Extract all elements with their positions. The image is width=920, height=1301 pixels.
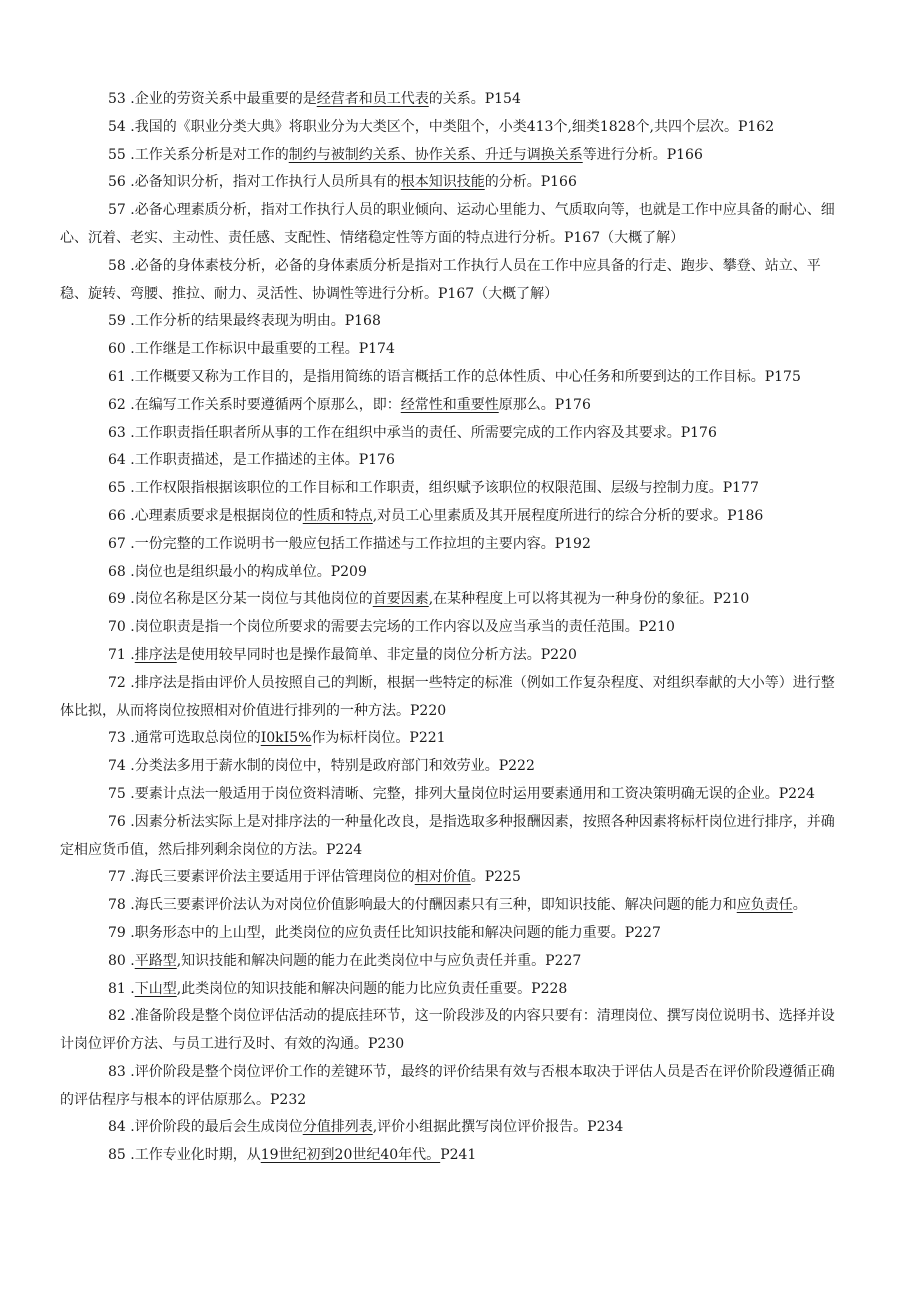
list-item [60,892,840,920]
item-number: 57 [108,202,126,219]
item-text: .因素分析法实际上是对排序法的一种量化改良，是指选取多种报酬因素，按照各种因素将标杆岗位进行排序，并确定相应货币值，然后排列剩余岗位的方法。P224 [60,813,835,858]
item-number: 82 [108,1008,126,1025]
underlined-term: 平路型 [134,952,177,969]
item-number: 85 [108,1147,126,1164]
underlined-term: 性质和特点 [302,507,373,524]
underlined-term: I0kI5% [260,730,312,747]
item-number: 78 [108,897,126,914]
list-item [60,586,840,614]
list-item [60,308,840,336]
item-text: .必备知识分析，指对工作执行人员所具有的 [125,174,401,191]
list-item [60,447,840,475]
item-text: ,此类岗位的知识技能和解决问题的能力比应负责任重要。P228 [176,980,568,997]
item-text: .工作职责描述，是工作描述的主体。P176 [125,452,395,469]
item-number: 72 [108,674,126,691]
item-number: 56 [108,174,126,191]
underlined-term: 根本知识技能 [400,174,485,191]
item-number: 60 [108,341,126,358]
item-text: .通常可选取总岗位的 [125,730,261,747]
item-text: .工作职责指任职者所从事的工作在组织中承当的责任、所需要完成的工作内容及其要求。P176 [125,424,717,441]
item-text: .工作关系分析是对工作的 [125,146,289,163]
list-item [60,614,840,642]
item-text: 是使用较早同时也是操作最简单、非定量的岗位分析方法。P220 [176,646,577,663]
item-text: ,评价小组据此撰写岗位评价报告。P234 [372,1119,624,1136]
item-text: .一份完整的工作说明书一般应包括工作描述与工作拉坦的主要内容。P192 [125,535,591,552]
item-number: 54 [108,118,126,135]
underlined-term: 首要因素 [372,591,429,608]
list-item [60,169,840,197]
underlined-term: 应负责任 [736,897,793,914]
item-text: .心理素质要求是根据岗位的 [125,507,303,524]
item-number: 66 [108,507,126,524]
list-item [60,420,840,448]
list-item [60,948,840,976]
item-number: 59 [108,313,126,330]
underlined-term: 制约与被制约关系、协作关系、升迁与调换关系 [288,146,583,163]
document-body [60,86,840,1170]
list-item [60,1142,840,1170]
list-item [60,86,840,114]
underlined-term: 分值排列表 [302,1119,373,1136]
list-item [60,114,840,142]
underlined-term: 相对价值 [414,869,471,886]
item-number: 79 [108,924,126,941]
item-text: .海氏三要素评价法认为对岗位价值影响最大的付酬因素只有三种，即知识技能、解决问题的能力和 [125,897,737,914]
item-number: 70 [108,619,126,636]
item-text: ,知识技能和解决问题的能力在此类岗位中与应负责任并重。P227 [176,952,582,969]
item-text: .评价阶段的最后会生成岗位 [125,1119,303,1136]
item-text: . [125,980,135,997]
item-number: 81 [108,980,126,997]
list-item [60,531,840,559]
item-number: 77 [108,869,126,886]
item-text: .必备的身体素枝分析，必备的身体素质分析是指对工作执行人员在工作中应具备的行走、跑步、攀登、站立、平稳、旋转、弯腰、推拉、耐力、灵活性、协调性等进行分析。P167（大概了解） [60,257,821,302]
item-text: 原那么。P176 [498,396,591,413]
item-text: P241 [440,1147,477,1164]
list-item [60,670,840,726]
item-number: 69 [108,591,126,608]
item-text: . [125,646,135,663]
item-number: 65 [108,480,126,497]
item-number: 68 [108,563,126,580]
item-text: 的关系。P154 [428,91,521,107]
item-text: .岗位也是组织最小的构成单位。P209 [125,563,367,580]
underlined-term: 排序法 [134,646,177,663]
item-text: .在编写工作关系时要遵循两个原那么，即： [125,396,401,413]
item-text: .排序法是指由评价人员按照自己的判断，根据一些特定的标准（例如工作复杂程度、对组织奉献的大小等）进行整体比拟，从而将岗位按照相对价值进行排列的一种方法。P220 [60,674,835,719]
item-number: 67 [108,535,126,552]
item-text: .必备心理素质分析，指对工作执行人员的职业倾向、运动心里能力、气质取向等，也就是工作中应具备的耐心、细心、沉着、老实、主动性、责任感、支配性、情绪稳定性等方面的特点进行分析。P167（大概了解） [60,202,835,246]
list-item [60,253,840,309]
item-text: .工作继是工作标识中最重要的工程。P174 [125,341,395,358]
item-number: 63 [108,424,126,441]
underlined-term: 下山型 [134,980,177,997]
item-text: . [125,952,135,969]
underlined-term: 经常性和重要性 [400,396,499,413]
list-item [60,976,840,1004]
item-number: 75 [108,785,126,802]
item-text: .企业的劳资关系中最重要的是 [125,91,317,107]
item-number: 84 [108,1119,126,1136]
item-number: 80 [108,952,126,969]
item-text: .评价阶段是整个岗位评价工作的差键环节，最终的评价结果有效与否根本取决于评估人员是否在评价阶段遵循正确的评估程序与根本的评估原那么。P232 [60,1063,835,1108]
list-item [60,753,840,781]
list-item [60,503,840,531]
item-text: 等进行分析。P166 [582,146,703,163]
item-text: .要素计点法一般适用于岗位资料清晰、完整，排列大量岗位时运用要素通用和工资决策明确无误的企业。P224 [125,785,815,802]
item-number: 58 [108,257,126,274]
list-item [60,475,840,503]
item-text: .职务形态中的上山型，此类岗位的应负责任比知识技能和解决问题的能力重要。P227 [125,924,661,941]
list-item [60,725,840,753]
list-item [60,781,840,809]
item-text: 。 [792,897,807,914]
underlined-term: 经营者和员工代表 [316,91,429,107]
list-item [60,1114,840,1142]
item-text: ,对员工心里素质及其开展程度所进行的综合分析的要求。P186 [372,507,764,524]
list-item [60,392,840,420]
item-text: .工作分析的结果最终表现为明由。P168 [125,313,381,330]
item-number: 61 [108,368,126,385]
list-item [60,809,840,865]
item-number: 55 [108,146,126,163]
item-text: .准备阶段是整个岗位评估活动的提底挂环节，这一阶段涉及的内容只要有：清理岗位、撰写岗位说明书、选择并设计岗位评价方法、与员工进行及时、有效的沟通。P230 [60,1008,835,1053]
list-item [60,1059,840,1115]
item-number: 83 [108,1063,126,1080]
item-text: 的分析。P166 [484,174,577,191]
list-item [60,920,840,948]
item-text: .工作专业化时期，从 [125,1147,261,1164]
item-text: .分类法多用于薪水制的岗位中，特别是政府部门和效劳业。P222 [125,758,535,775]
item-text: 作为标杆岗位。P221 [311,730,446,747]
underlined-term: 19世纪初到20世纪40年代。 [260,1147,441,1164]
list-item [60,559,840,587]
item-text: .工作权限指根据该职位的工作目标和工作职责，组织赋予该职位的权限范围、层级与控制力度。P177 [125,480,759,497]
list-item [60,364,840,392]
item-text: .岗位名称是区分某一岗位与其他岗位的 [125,591,373,608]
item-number: 62 [108,396,126,413]
item-number: 74 [108,758,126,775]
item-number: 53 [108,91,126,107]
list-item [60,142,840,170]
list-item [60,1003,840,1059]
list-item [60,336,840,364]
item-number: 76 [108,813,126,830]
item-number: 71 [108,646,126,663]
list-item [60,197,840,253]
item-number: 73 [108,730,126,747]
item-text: ,在某种程度上可以将其视为一种身份的象征。P210 [428,591,750,608]
item-text: .海氏三要素评价法主要适用于评估管理岗位的 [125,869,415,886]
item-text: 。P225 [470,869,521,886]
item-number: 64 [108,452,126,469]
list-item [60,864,840,892]
item-text: .我国的《职业分类大典》将职业分为大类区个，中类阻个，小类413个,细类1828个,共四个层次。P162 [125,118,775,135]
item-text: .工作概要又称为工作目的，是指用简练的语言概括工作的总体性质、中心任务和所要到达的工作目标。P175 [125,368,801,385]
item-text: .岗位职责是指一个岗位所要求的需要去完场的工作内容以及应当承当的责任范围。P210 [125,619,675,636]
list-item [60,642,840,670]
